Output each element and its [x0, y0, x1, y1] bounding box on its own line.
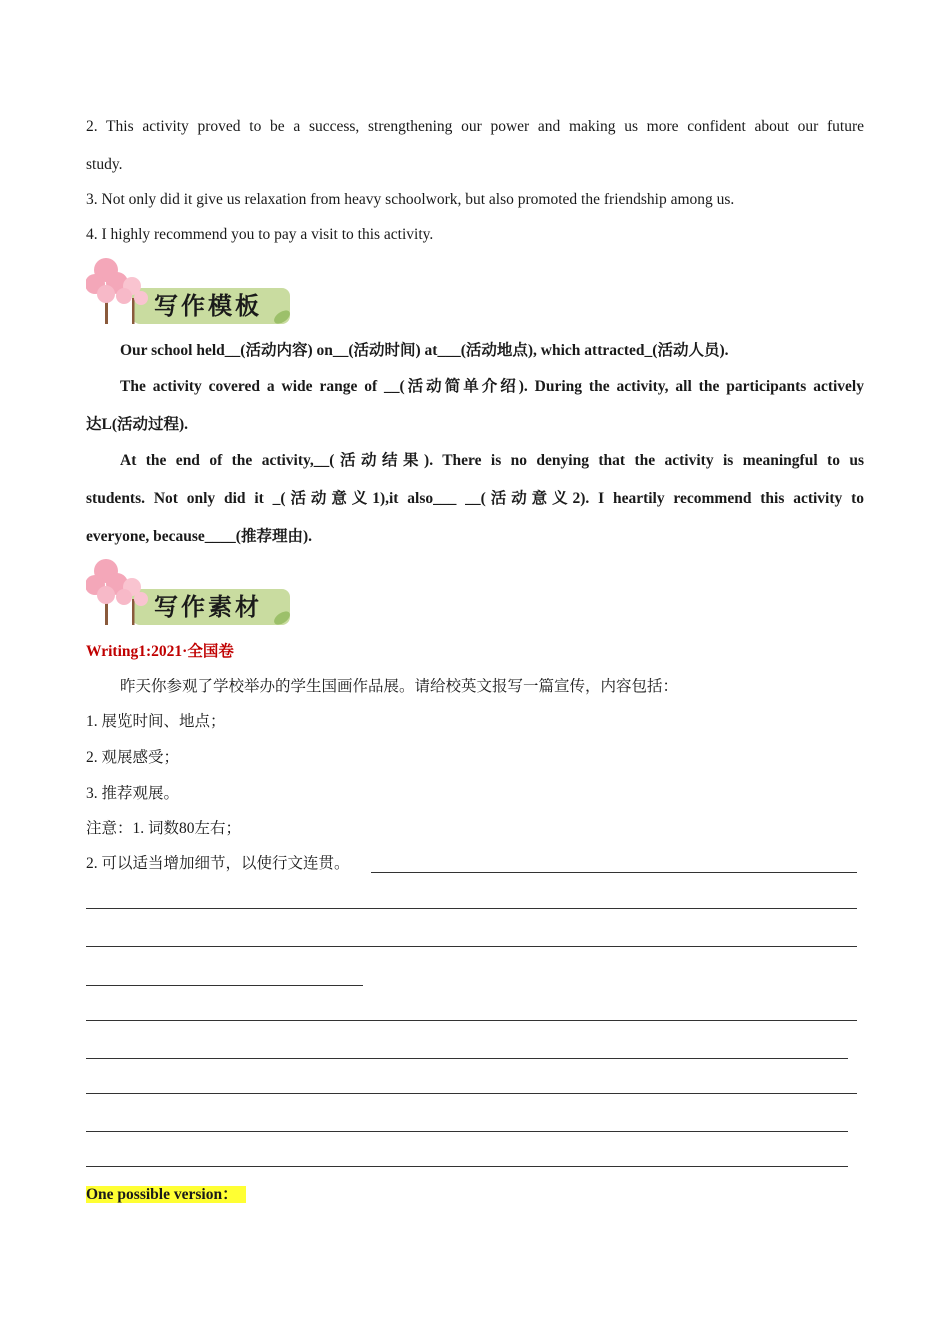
answer-blank-line — [86, 1020, 857, 1021]
template-section-title: 写作模板 — [154, 292, 262, 320]
template-paragraph-1: Our school held__(活动内容) on__(活动时间) at___(活动地点), which attracted_(活动人员). — [120, 342, 729, 359]
answer-blank-line — [86, 985, 363, 986]
answer-blank-line — [86, 1131, 848, 1132]
prompt-point-2: 2. 观展感受； — [86, 749, 180, 766]
material-section-title: 写作素材 — [154, 593, 262, 621]
template-paragraph-2-line1: The activity covered a wide range of __(活动简单介绍). During the activity, all the participants actively — [120, 378, 864, 395]
answer-blank-line — [86, 1093, 857, 1094]
prompt-note-1: 注意：1. 词数80左右； — [86, 820, 242, 837]
list-item-2-line1: 2. This activity proved to be a success, strengthening our power and making us more confident about our future — [86, 118, 864, 135]
prompt-point-3: 3. 推荐观展。 — [86, 785, 180, 802]
answer-blank-line — [86, 946, 857, 947]
template-section-header — [86, 256, 296, 328]
material-section-header — [86, 557, 296, 629]
template-paragraph-2-line2: 达L(活动过程). — [86, 416, 189, 433]
list-item-3: 3. Not only did it give us relaxation from heavy schoolwork, but also promoted the friendship among us. — [86, 191, 735, 208]
writing-prompt: 昨天你参观了学校举办的学生国画作品展。请给校英文报写一篇宣传，内容包括： — [120, 678, 679, 695]
answer-blank-line — [86, 1058, 848, 1059]
prompt-point-1: 1. 展览时间、地点； — [86, 713, 226, 730]
answer-blank-line — [86, 908, 857, 909]
answer-blank-line — [86, 1166, 848, 1167]
template-paragraph-3-line2: students. Not only did it _(活动意义1),it also___ __(活动意义2). I heartily recommend this activity to — [86, 490, 864, 507]
template-paragraph-3-line3: everyone, because____(推荐理由). — [86, 528, 312, 545]
prompt-note-2: 2. 可以适当增加细节，以使行文连贯。 — [86, 855, 350, 872]
answer-blank-line — [371, 872, 857, 873]
list-item-2-line2: study. — [86, 156, 123, 173]
list-item-4: 4. I highly recommend you to pay a visit to this activity. — [86, 226, 434, 243]
sample-answer-label: One possible version： — [86, 1186, 246, 1203]
writing-source-label: Writing1:2021·全国卷 — [86, 643, 234, 660]
template-paragraph-3-line1: At the end of the activity,__(活动结果). There is no denying that the activity is meaningful to us — [120, 452, 864, 469]
